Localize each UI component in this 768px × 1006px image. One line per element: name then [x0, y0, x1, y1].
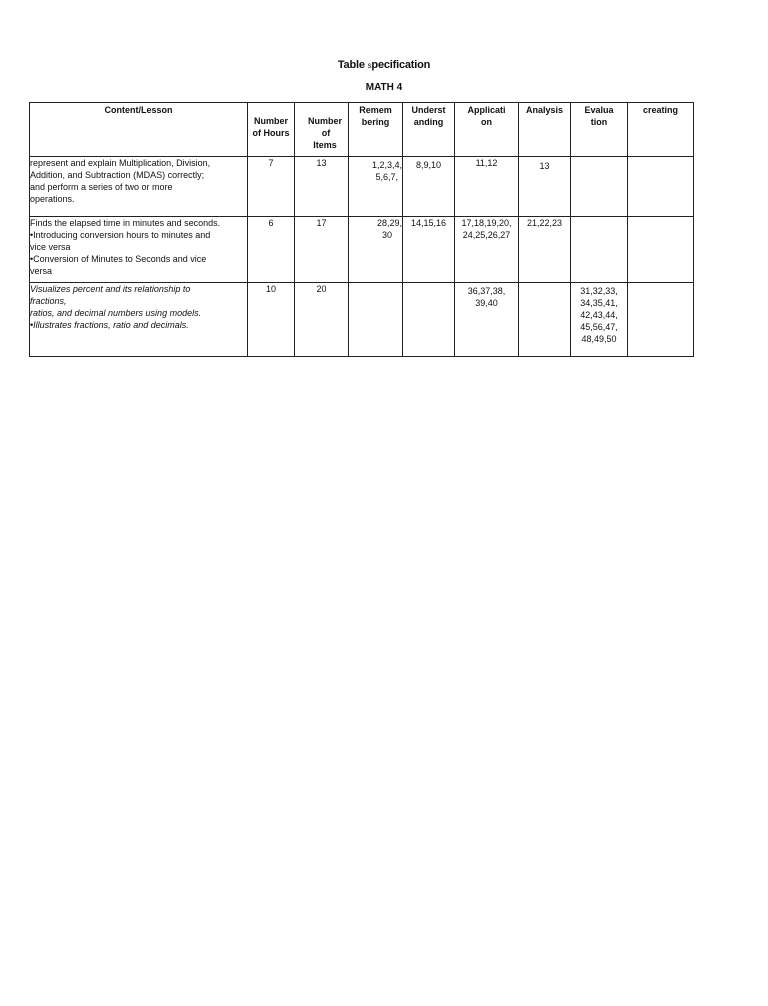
content-line: and perform a series of two or more [30, 182, 173, 192]
row-2-evaluation [571, 217, 628, 283]
evaluation-line: 42,43,44, [580, 310, 618, 320]
header-hours-line: Number [253, 116, 288, 126]
application-line: 39,40 [475, 298, 498, 308]
row-1-content [30, 157, 248, 217]
header-application-line: on [481, 117, 492, 127]
remembering-line: 5,6,7, [375, 172, 398, 182]
header-analysis: Analysis [519, 103, 571, 157]
header-remembering-line: bering [361, 117, 390, 127]
application-line: 17,18,19,20, [461, 218, 512, 228]
specification-table [29, 102, 694, 357]
header-remembering-line: Remem [359, 105, 392, 115]
content-line: ratios, and decimal numbers using models. [30, 308, 202, 318]
content-line: versa [30, 266, 53, 276]
row-1-items: 13 [295, 157, 349, 217]
row-1-hours: 7 [248, 157, 295, 217]
header-understanding-line: Underst [411, 105, 446, 115]
evaluation-line: 31,32,33, [580, 286, 618, 296]
header-creating: creating [628, 103, 694, 157]
row-1-remembering [349, 157, 403, 217]
document-subtitle: MATH 4 [365, 82, 403, 93]
header-row [30, 103, 694, 157]
row-2-creating [628, 217, 694, 283]
content-line: fractions, [30, 296, 67, 306]
header-items-line: Number [307, 116, 342, 126]
header-items-line: Items [313, 140, 337, 150]
content-line: Finds the elapsed time in minutes and seconds. [30, 218, 221, 228]
row-1-understanding: 8,9,10 [403, 157, 455, 217]
header-understanding [403, 103, 455, 157]
row-2-understanding: 14,15,16 [403, 217, 455, 283]
application-line: 36,37,38, [467, 286, 506, 296]
row-3-application [455, 283, 519, 357]
header-evaluation-line: tion [590, 117, 608, 127]
header-evaluation [571, 103, 628, 157]
header-understanding-line: anding [413, 117, 444, 127]
header-number-of-items [295, 103, 349, 157]
remembering-line: 28,29, [376, 218, 402, 228]
row-2-items: 17 [295, 217, 349, 283]
row-3-analysis [519, 283, 571, 357]
row-1-evaluation [571, 157, 628, 217]
table-row [30, 217, 694, 283]
content-line: represent and explain Multiplication, Division, [30, 158, 211, 168]
content-line: •Illustrates fractions, ratio and decimals. [30, 320, 189, 330]
evaluation-line: 48,49,50 [581, 334, 617, 344]
row-2-application [455, 217, 519, 283]
evaluation-line: 34,35,41, [580, 298, 618, 308]
row-2-hours: 6 [248, 217, 295, 283]
row-3-understanding [403, 283, 455, 357]
row-3-hours: 10 [248, 283, 295, 357]
document-title [0, 59, 768, 71]
row-2-remembering [349, 217, 403, 283]
application-line: 24,25,26,27 [462, 230, 511, 240]
evaluation-line: 45,56,47, [580, 322, 618, 332]
content-line: Addition, and Subtraction (MDAS) correctly; [30, 170, 205, 180]
content-line: Visualizes percent and its relationship to [30, 284, 191, 294]
row-1-application: 11,12 [455, 157, 519, 217]
header-application [455, 103, 519, 157]
row-3-items: 20 [295, 283, 349, 357]
title-rest: pecification [371, 59, 431, 71]
remembering-line: 30 [381, 230, 392, 240]
row-1-analysis: 13 [519, 157, 571, 217]
table-row [30, 283, 694, 357]
content-line: •Introducing conversion hours to minutes and [30, 230, 211, 240]
title-small-s: s [367, 61, 372, 70]
content-line: vice versa [30, 242, 71, 252]
header-evaluation-line: Evalua [584, 105, 614, 115]
content-line: operations. [30, 194, 75, 204]
row-2-content [30, 217, 248, 283]
title-prefix: Table [337, 59, 368, 71]
row-1-creating [628, 157, 694, 217]
header-number-of-hours [248, 103, 295, 157]
table-row [30, 157, 694, 217]
header-application-line: Applicati [467, 105, 506, 115]
row-3-remembering [349, 283, 403, 357]
row-3-creating [628, 283, 694, 357]
row-3-evaluation [571, 283, 628, 357]
header-hours-line: of Hours [252, 128, 290, 138]
header-remembering [349, 103, 403, 157]
row-2-analysis: 21,22,23 [519, 217, 571, 283]
header-content-lesson: Content/Lesson [30, 103, 248, 157]
row-3-content [30, 283, 248, 357]
header-items-line: of [321, 128, 331, 138]
content-line: •Conversion of Minutes to Seconds and vice [30, 254, 207, 264]
remembering-line: 1,2,3,4, [371, 160, 402, 170]
